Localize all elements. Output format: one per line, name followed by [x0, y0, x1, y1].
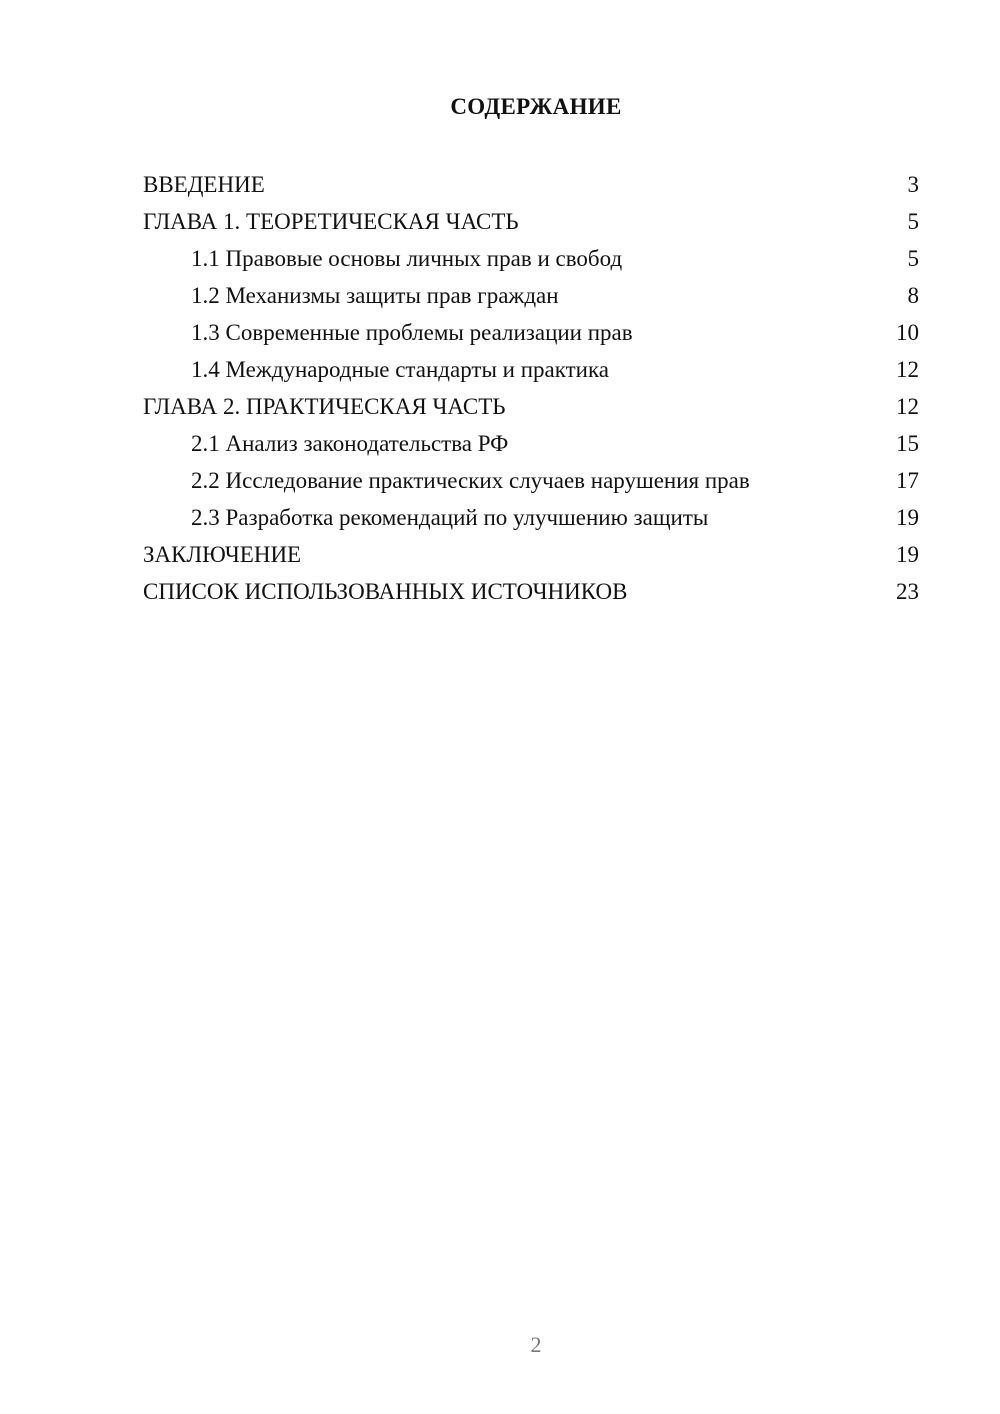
- toc-entry-section-2-3[interactable]: [143, 499, 919, 536]
- toc-entry-page: 8: [907, 283, 919, 308]
- toc-entry-label: 2.3 Разработка рекомендаций по улучшению защиты: [191, 505, 709, 530]
- toc-entry-label: ВВЕДЕНИЕ: [143, 172, 265, 197]
- page-title: СОДЕРЖАНИЕ: [450, 94, 622, 119]
- toc-entry-label: ГЛАВА 2. ПРАКТИЧЕСКАЯ ЧАСТЬ: [143, 394, 506, 419]
- toc-entry-label: 2.1 Анализ законодательства РФ: [191, 431, 509, 456]
- toc-entry-page: 5: [907, 246, 919, 271]
- toc-entry-introduction[interactable]: [143, 166, 919, 203]
- toc-entry-page: 12: [896, 357, 919, 382]
- toc-entry-page: 15: [896, 431, 919, 456]
- toc-entry-label: 1.3 Современные проблемы реализации прав: [191, 320, 633, 345]
- toc-entry-page: 19: [896, 505, 919, 530]
- toc-entry-page: 23: [896, 579, 919, 604]
- toc-entry-label: ГЛАВА 1. ТЕОРЕТИЧЕСКАЯ ЧАСТЬ: [143, 209, 519, 234]
- toc-entry-page: 5: [907, 209, 919, 234]
- toc-entry-section-1-4[interactable]: [143, 351, 919, 388]
- toc-entry-chapter-1[interactable]: [143, 203, 919, 240]
- toc-entry-chapter-2[interactable]: [143, 388, 919, 425]
- toc-entry-conclusion[interactable]: [143, 536, 919, 573]
- toc-entry-page: 10: [896, 320, 919, 345]
- toc-entry-page: 3: [907, 172, 919, 197]
- toc-entry-section-1-2[interactable]: [143, 277, 919, 314]
- toc-entry-references[interactable]: [143, 573, 919, 610]
- toc-entry-label: 1.2 Механизмы защиты прав граждан: [191, 283, 559, 308]
- toc-entry-section-2-1[interactable]: [143, 425, 919, 462]
- toc-entry-label: ЗАКЛЮЧЕНИЕ: [143, 542, 302, 567]
- toc-entry-page: 17: [896, 468, 919, 493]
- toc-entry-section-1-3[interactable]: [143, 314, 919, 351]
- table-of-contents: [143, 166, 919, 610]
- toc-entry-label: СПИСОК ИСПОЛЬЗОВАННЫХ ИСТОЧНИКОВ: [143, 579, 628, 604]
- toc-entry-page: 19: [896, 542, 919, 567]
- toc-entry-section-1-1[interactable]: [143, 240, 919, 277]
- toc-entry-label: 1.1 Правовые основы личных прав и свобод: [191, 246, 623, 271]
- toc-entry-label: 2.2 Исследование практических случаев нарушения прав: [191, 468, 750, 493]
- page-number: 2: [530, 1332, 542, 1357]
- toc-entry-section-2-2[interactable]: [143, 462, 919, 499]
- toc-entry-label: 1.4 Международные стандарты и практика: [191, 357, 609, 382]
- toc-entry-page: 12: [896, 394, 919, 419]
